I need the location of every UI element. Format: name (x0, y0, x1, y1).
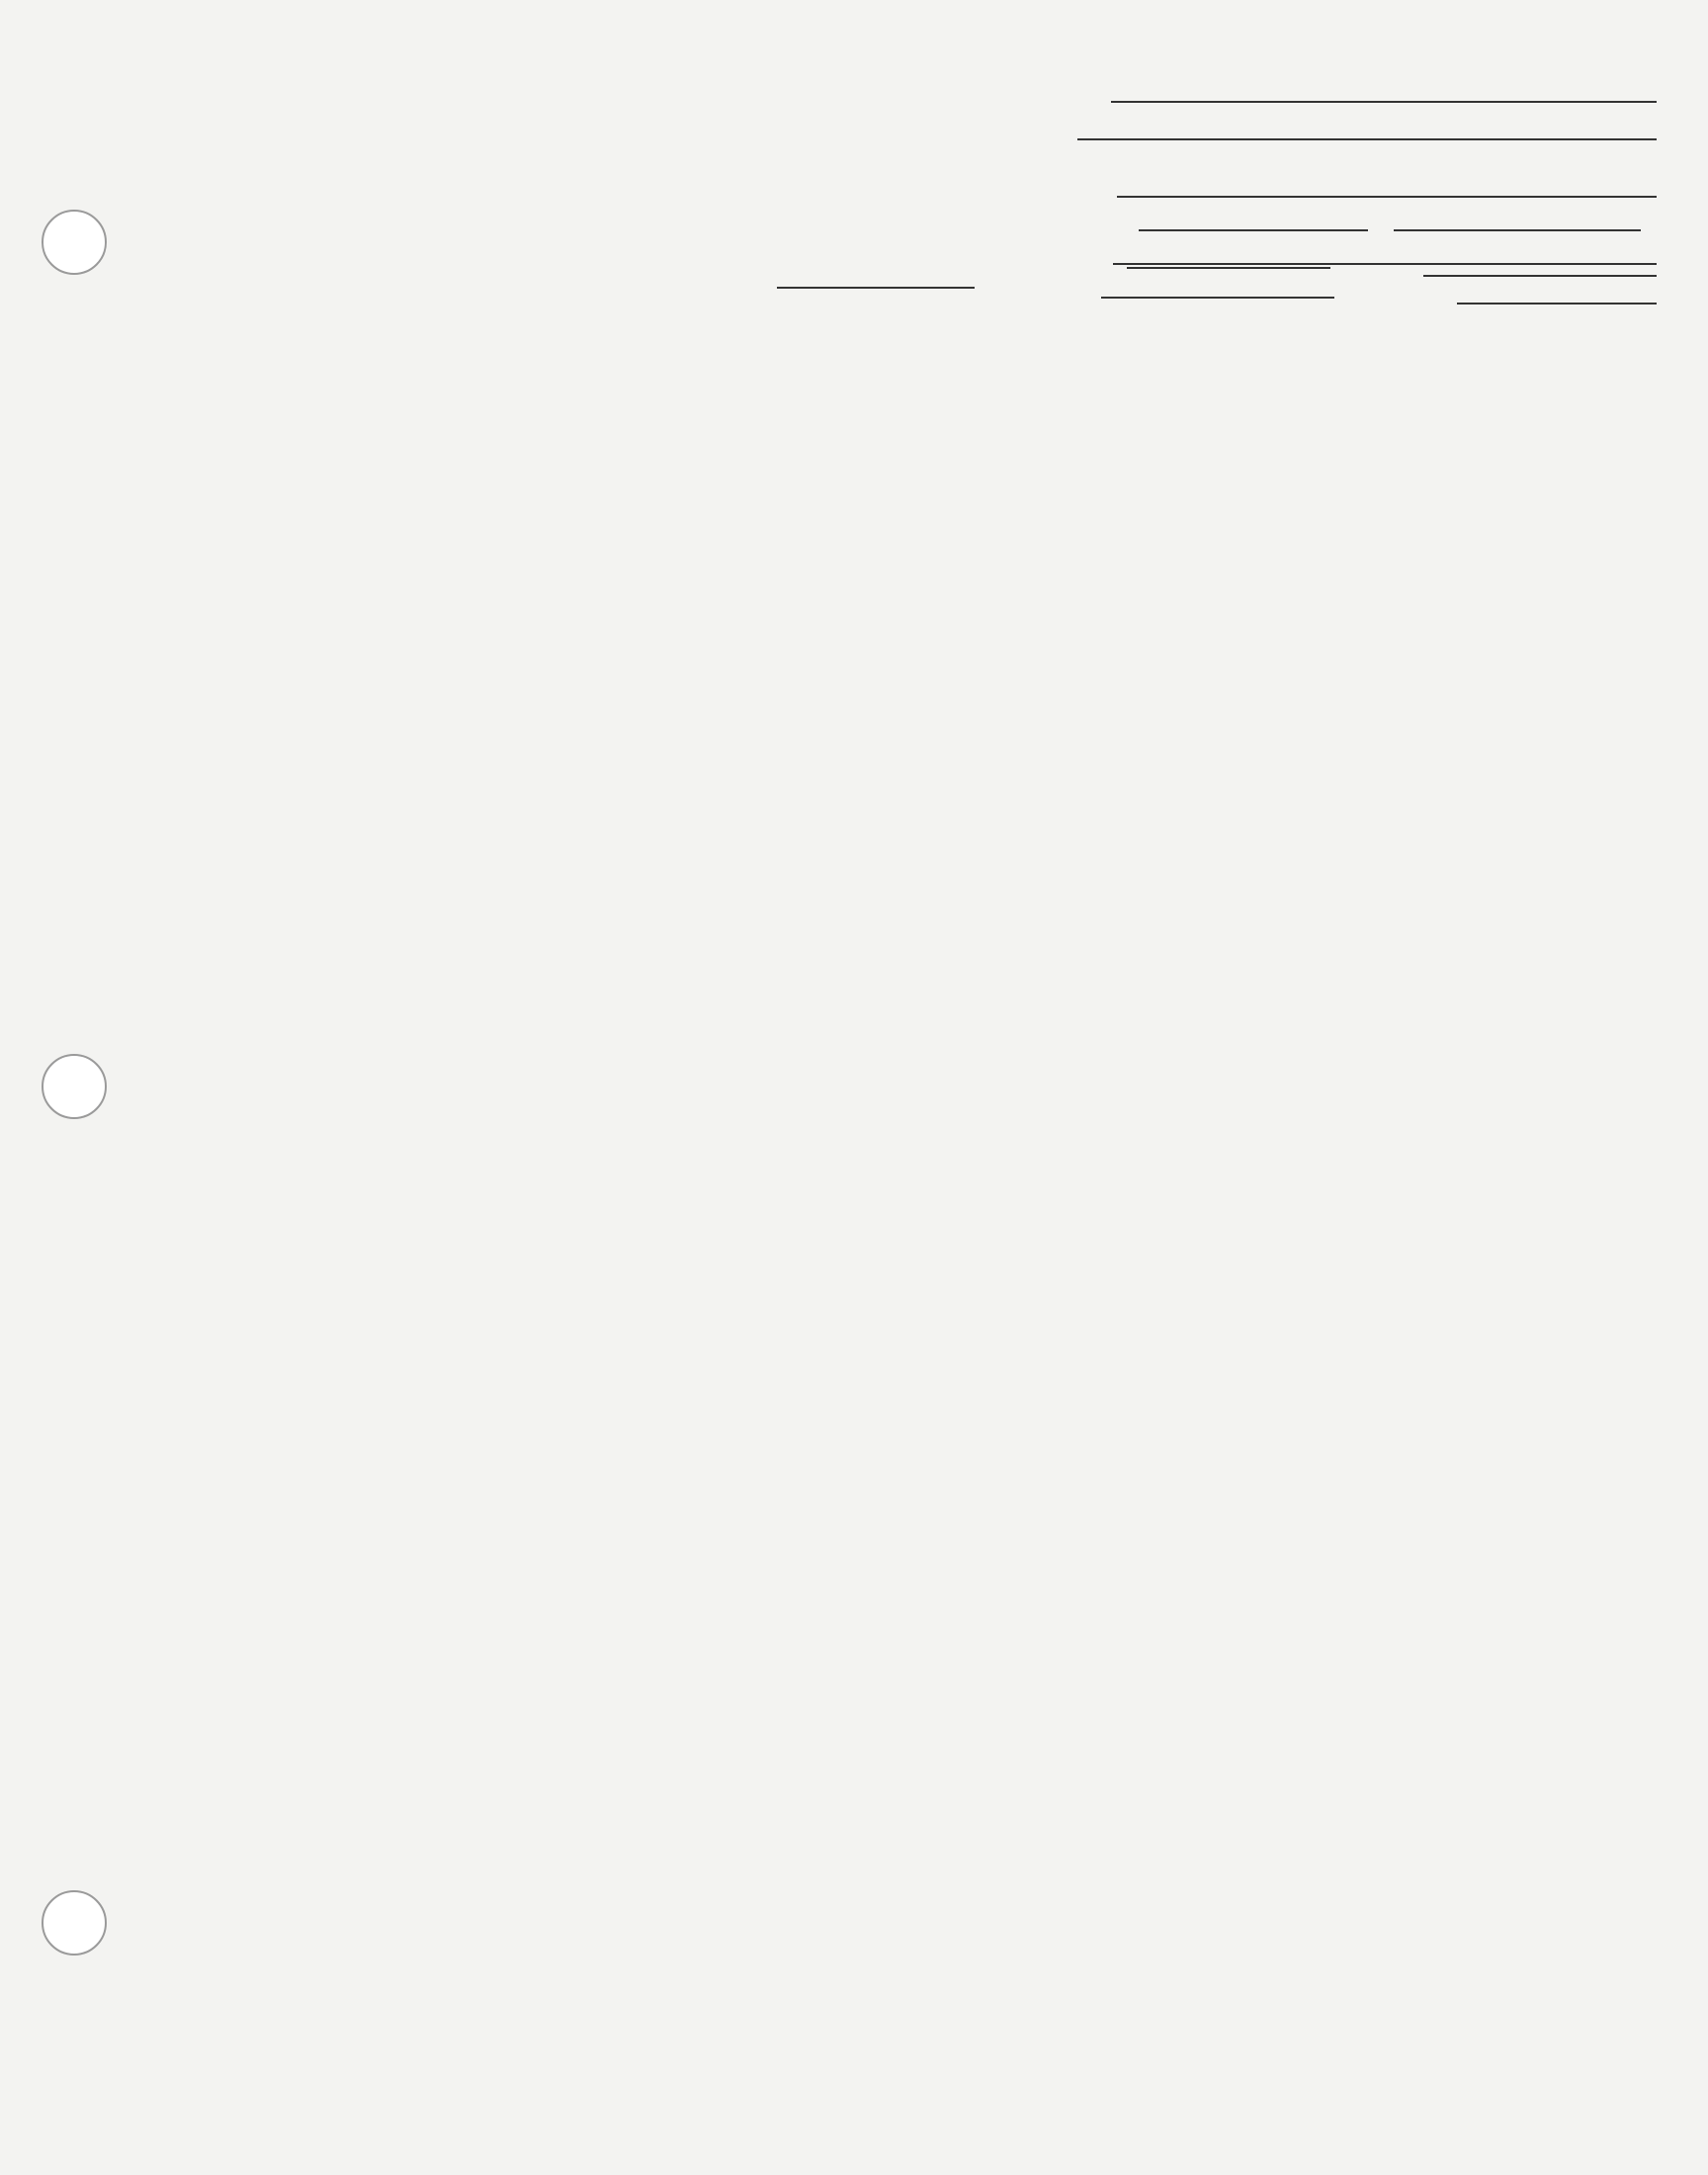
depth-value (1423, 275, 1657, 277)
direction-line (1113, 245, 1657, 265)
from-value (1077, 138, 1657, 140)
completed-value (1457, 303, 1657, 304)
coordinates-n-line (1139, 212, 1368, 231)
inclination-value (1127, 267, 1330, 269)
punch-hole (42, 210, 107, 275)
punch-hole (42, 1890, 107, 1956)
hole-no-value (1111, 101, 1657, 103)
started-value (1101, 297, 1334, 299)
coordinates-e-line (1394, 212, 1641, 231)
scale-value (777, 287, 975, 289)
elevation-line (1117, 178, 1657, 198)
punch-hole (42, 1054, 107, 1119)
